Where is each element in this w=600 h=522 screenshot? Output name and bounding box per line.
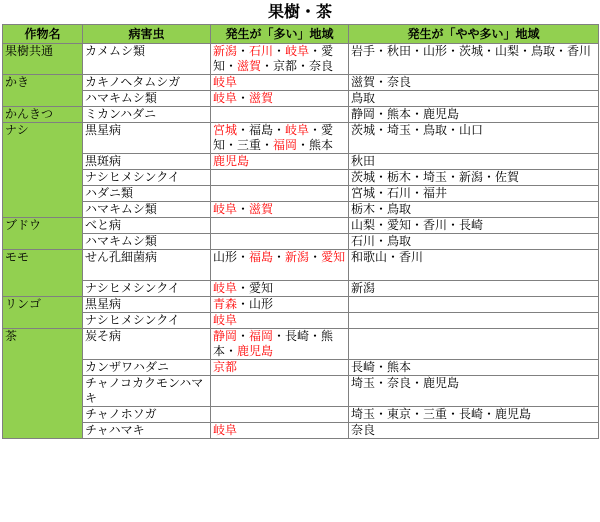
table-row: [3, 44, 599, 75]
many-regions-cell: [211, 313, 349, 329]
header-pest: 病害虫: [83, 25, 211, 44]
many-regions-cell: [211, 202, 349, 218]
highlighted-region: 岐阜: [213, 423, 238, 437]
some-regions-cell: 埼玉・東京・三重・長崎・鹿児島: [349, 407, 599, 423]
pest-cell: カキノヘタムシガ: [83, 75, 211, 91]
crop-cell: 茶: [3, 329, 83, 439]
many-regions-cell: [211, 281, 349, 297]
pest-cell: 黒斑病: [83, 154, 211, 170]
highlighted-region: 鹿児島: [213, 154, 250, 168]
table-row: [3, 250, 599, 281]
crop-cell: リンゴ: [3, 297, 83, 329]
many-regions-cell: [211, 376, 349, 407]
some-regions-cell: 秋田: [349, 154, 599, 170]
highlighted-region: 鹿児島: [237, 344, 274, 358]
highlighted-region: 静岡: [213, 329, 238, 343]
pest-cell: カメムシ類: [83, 44, 211, 75]
header-many-regions: 発生が「多い」地域: [211, 25, 349, 44]
pest-cell: カンザワハダニ: [83, 360, 211, 376]
pest-cell: ハマキムシ類: [83, 234, 211, 250]
some-regions-cell: [349, 297, 599, 313]
some-regions-cell: 埼玉・奈良・鹿児島: [349, 376, 599, 407]
table-row: [3, 91, 599, 107]
pest-cell: ハマキムシ類: [83, 202, 211, 218]
table-row: [3, 202, 599, 218]
table-row: [3, 154, 599, 170]
pest-cell: 黒星病: [83, 123, 211, 154]
pest-cell: ハマキムシ類: [83, 91, 211, 107]
table-row: [3, 376, 599, 407]
many-regions-cell: [211, 234, 349, 250]
highlighted-region: 福岡: [249, 329, 274, 343]
header-some-regions: 発生が「やや多い」地域: [349, 25, 599, 44]
highlighted-region: 岐阜: [213, 75, 238, 89]
some-regions-cell: 奈良: [349, 423, 599, 439]
pest-cell: ナシヒメシンクイ: [83, 281, 211, 297]
page-title: 果樹・茶: [267, 2, 332, 21]
table-row: [3, 297, 599, 313]
many-regions-cell: [211, 123, 349, 154]
crop-cell: モモ: [3, 250, 83, 297]
highlighted-region: 新潟: [285, 250, 310, 264]
pest-cell: 黒星病: [83, 297, 211, 313]
region-text: ・京都・奈良: [261, 59, 334, 73]
many-regions-cell: [211, 360, 349, 376]
pest-cell: チャノコカクモンハマキ: [83, 376, 211, 407]
many-regions-cell: [211, 297, 349, 313]
some-regions-cell: [349, 329, 599, 360]
pest-table: [2, 24, 599, 439]
crop-cell: 果樹共通: [3, 44, 83, 75]
pest-cell: ナシヒメシンクイ: [83, 313, 211, 329]
some-regions-cell: [349, 313, 599, 329]
region-text: ・: [273, 44, 286, 58]
crop-cell: かき: [3, 75, 83, 107]
highlighted-region: 岐阜: [285, 44, 310, 58]
crop-cell: かんきつ: [3, 107, 83, 123]
highlighted-region: 新潟: [213, 44, 238, 58]
some-regions-cell: 長崎・熊本: [349, 360, 599, 376]
region-text: ・熊本: [297, 138, 334, 152]
region-text: 山形・: [213, 250, 250, 264]
many-regions-cell: [211, 407, 349, 423]
highlighted-region: 青森: [213, 297, 238, 311]
highlighted-region: 岐阜: [213, 281, 238, 295]
highlighted-region: 滋賀: [249, 202, 274, 216]
many-regions-cell: [211, 91, 349, 107]
highlighted-region: 滋賀: [249, 91, 274, 105]
some-regions-cell: 新潟: [349, 281, 599, 297]
many-regions-cell: [211, 423, 349, 439]
region-text: ・愛知: [237, 281, 274, 295]
region-text: ・: [237, 329, 250, 343]
table-body: [3, 44, 599, 439]
highlighted-region: 岐阜: [285, 123, 310, 137]
table-row: [3, 423, 599, 439]
many-regions-cell: [211, 107, 349, 123]
highlighted-region: 岐阜: [213, 202, 238, 216]
table-row: [3, 313, 599, 329]
some-regions-cell: 滋賀・奈良: [349, 75, 599, 91]
some-regions-cell: 静岡・熊本・鹿児島: [349, 107, 599, 123]
highlighted-region: 福岡: [273, 138, 298, 152]
highlighted-region: 愛知: [321, 250, 346, 264]
region-text: ・長崎・熊本・: [213, 329, 334, 358]
region-text: ・福島・: [237, 123, 286, 137]
highlighted-region: 宮城: [213, 123, 238, 137]
pest-cell: 炭そ病: [83, 329, 211, 360]
highlighted-region: 岐阜: [213, 313, 238, 327]
pest-cell: チャノホソガ: [83, 407, 211, 423]
some-regions-cell: 栃木・鳥取: [349, 202, 599, 218]
region-text: ・: [237, 44, 250, 58]
table-row: [3, 281, 599, 297]
header-row: [3, 25, 599, 44]
some-regions-cell: 鳥取: [349, 91, 599, 107]
region-text: ・: [273, 250, 286, 264]
region-text: ・愛知・三重・: [213, 123, 334, 152]
pest-cell: ナシヒメシンクイ: [83, 170, 211, 186]
table-row: [3, 107, 599, 123]
some-regions-cell: 山梨・愛知・香川・長崎: [349, 218, 599, 234]
pest-cell: ハダニ類: [83, 186, 211, 202]
many-regions-cell: [211, 186, 349, 202]
region-text: ・愛知・: [213, 44, 334, 73]
highlighted-region: 京都: [213, 360, 238, 374]
highlighted-region: 滋賀: [237, 59, 262, 73]
region-text: ・: [237, 202, 250, 216]
region-text: ・: [309, 250, 322, 264]
highlighted-region: 福島: [249, 250, 274, 264]
crop-cell: ブドウ: [3, 218, 83, 250]
many-regions-cell: [211, 44, 349, 75]
many-regions-cell: [211, 170, 349, 186]
table-row: [3, 218, 599, 234]
some-regions-cell: 茨城・埼玉・鳥取・山口: [349, 123, 599, 154]
some-regions-cell: 石川・鳥取: [349, 234, 599, 250]
many-regions-cell: [211, 75, 349, 91]
table-row: [3, 123, 599, 154]
table-row: [3, 329, 599, 360]
some-regions-cell: 和歌山・香川: [349, 250, 599, 281]
table-row: [3, 186, 599, 202]
pest-cell: チャハマキ: [83, 423, 211, 439]
some-regions-cell: 岩手・秋田・山形・茨城・山梨・鳥取・香川: [349, 44, 599, 75]
many-regions-cell: [211, 154, 349, 170]
table-row: [3, 170, 599, 186]
pest-cell: べと病: [83, 218, 211, 234]
header-crop: 作物名: [3, 25, 83, 44]
highlighted-region: 石川: [249, 44, 274, 58]
pest-cell: ミカンハダニ: [83, 107, 211, 123]
some-regions-cell: 茨城・栃木・埼玉・新潟・佐賀: [349, 170, 599, 186]
many-regions-cell: [211, 329, 349, 360]
crop-cell: ナシ: [3, 123, 83, 218]
region-text: ・山形: [237, 297, 274, 311]
many-regions-cell: [211, 250, 349, 281]
many-regions-cell: [211, 218, 349, 234]
table-row: [3, 75, 599, 91]
table-row: [3, 360, 599, 376]
region-text: ・: [237, 91, 250, 105]
some-regions-cell: 宮城・石川・福井: [349, 186, 599, 202]
pest-cell: せん孔細菌病: [83, 250, 211, 281]
highlighted-region: 岐阜: [213, 91, 238, 105]
table-row: [3, 234, 599, 250]
table-row: [3, 407, 599, 423]
